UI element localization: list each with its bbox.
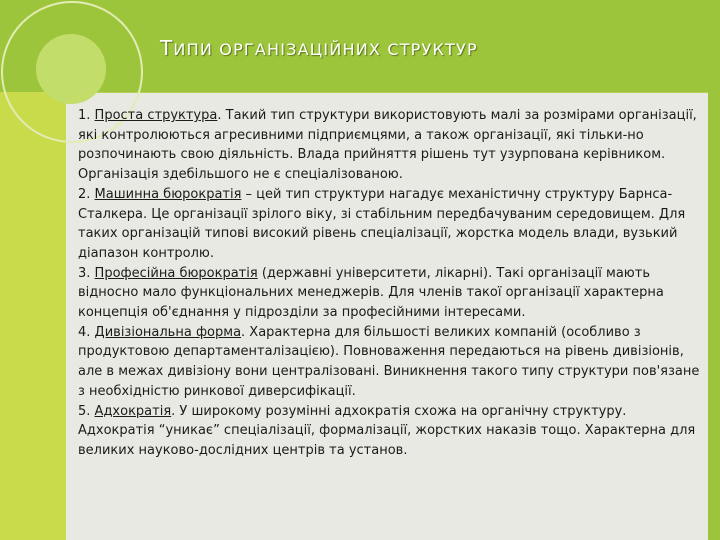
item-text: – цей тип структури нагадує механістичну структуру Барнса-Сталкера. Це організації зрілого віку, зі стабільним передбачуваним середовищем. Для таких організацій типові високий рівень спеціалізації, жорстка модель влади, вузький діапазон контролю. bbox=[78, 186, 686, 261]
item-number: 3. bbox=[78, 265, 91, 281]
item-number: 1. bbox=[78, 108, 91, 123]
slide-title-initial: Т bbox=[160, 36, 174, 60]
list-item bbox=[78, 323, 706, 402]
item-term: Проста структура bbox=[94, 108, 218, 123]
item-term: Дивізіональна форма bbox=[94, 324, 242, 340]
header-divider bbox=[66, 92, 708, 93]
item-text: . У широкому розумінні адхократія схожа на органічну структуру. Адхократія “уникає” спеціалізації, формалізації, жорстких наказів тощо. Характерна для великих науково-дослідних центрів та установ. bbox=[78, 403, 696, 458]
slide-title bbox=[160, 36, 478, 60]
right-decorative-strip bbox=[708, 0, 720, 540]
item-number: 4. bbox=[78, 324, 91, 340]
list-item bbox=[78, 185, 706, 264]
slide-body bbox=[78, 106, 706, 461]
item-term: Адхократія bbox=[94, 403, 172, 419]
list-item bbox=[78, 264, 706, 323]
list-item bbox=[78, 402, 706, 461]
item-text: . Такий тип структури використовують малі за розмірами організації, які контролюються агресивними підприємцями, а також організації, які тільки-но розпочинають свою діяльність. Влада прийняття рішень тут узурпована керівником. Організація здебільшого не є спеціалізованою. bbox=[78, 108, 697, 183]
item-term: Машинна бюрократія bbox=[94, 186, 242, 202]
circle-filled-decoration bbox=[36, 34, 106, 104]
item-text: (державні університети, лікарні). Такі організації мають відносно мало функціональних менеджерів. Для членів такої організації характерна концепція об'єднання у підрозділи за професійними інтересами. bbox=[78, 265, 664, 321]
item-number: 2. bbox=[78, 186, 91, 202]
item-number: 5. bbox=[78, 403, 91, 419]
slide-title-rest: ИПИ ОРГАНІЗАЦІЙНИХ СТРУКТУР bbox=[173, 40, 478, 59]
item-term: Професійна бюрократія bbox=[94, 265, 258, 281]
list-item bbox=[78, 106, 706, 185]
item-text: . Характерна для більшості великих компаній (особливо з продуктовою департаменталізацією). Повноваження передаються на рівень дивізіонів, але в межах дивізіону вони централізовані. Виникнення такого типу структури пов'язане з необхідністю ринкової диверсифікації. bbox=[78, 324, 700, 399]
